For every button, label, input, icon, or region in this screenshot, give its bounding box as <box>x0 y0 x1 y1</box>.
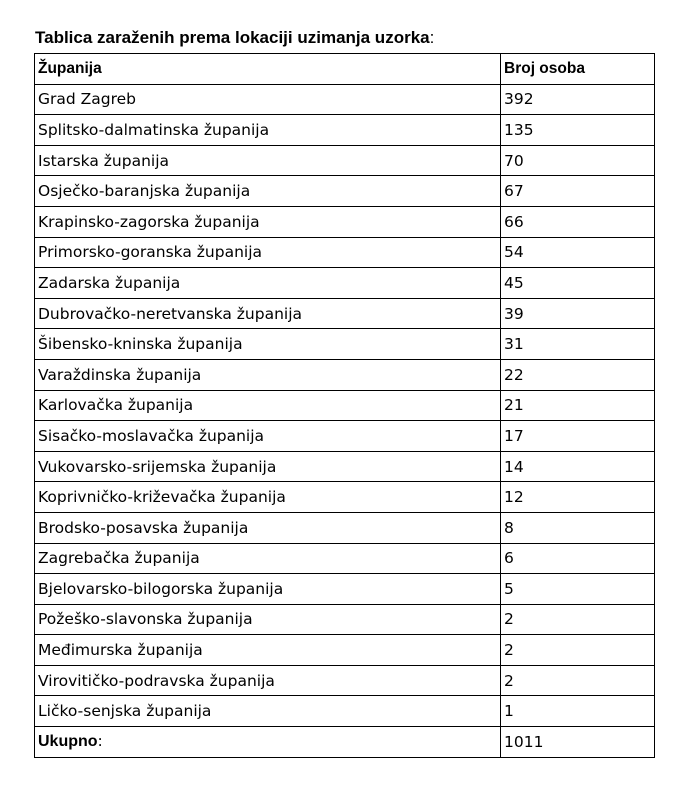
total-label: Ukupno <box>38 733 98 751</box>
county-cell: Ličko-senjska županija <box>35 696 501 727</box>
table-row <box>35 84 655 115</box>
table-row <box>35 512 655 543</box>
table-title-text: Tablica zaraženih prema lokaciji uzimanja uzorka <box>35 28 430 47</box>
county-cell: Brodsko-posavska županija <box>35 512 501 543</box>
count-cell: 45 <box>501 268 655 299</box>
count-cell: 6 <box>501 543 655 574</box>
table-row <box>35 451 655 482</box>
table-row <box>35 696 655 727</box>
table-row <box>35 604 655 635</box>
count-cell: 31 <box>501 329 655 360</box>
table-row <box>35 635 655 666</box>
table-row <box>35 329 655 360</box>
table-row <box>35 145 655 176</box>
count-cell: 67 <box>501 176 655 207</box>
total-label-colon: : <box>97 732 103 751</box>
table-row <box>35 421 655 452</box>
county-cell: Istarska županija <box>35 145 501 176</box>
count-cell: 5 <box>501 574 655 605</box>
county-cell: Zagrebačka županija <box>35 543 501 574</box>
count-cell: 12 <box>501 482 655 513</box>
county-cell: Koprivničko-križevačka županija <box>35 482 501 513</box>
county-cell: Splitsko-dalmatinska županija <box>35 115 501 146</box>
count-cell: 135 <box>501 115 655 146</box>
count-cell: 2 <box>501 604 655 635</box>
table-row <box>35 665 655 696</box>
count-cell: 17 <box>501 421 655 452</box>
count-cell: 2 <box>501 665 655 696</box>
count-cell: 8 <box>501 512 655 543</box>
county-cell: Dubrovačko-neretvanska županija <box>35 298 501 329</box>
table-row <box>35 482 655 513</box>
count-cell: 54 <box>501 237 655 268</box>
table-body <box>35 54 655 758</box>
total-row <box>35 727 655 758</box>
county-cell: Šibensko-kninska županija <box>35 329 501 360</box>
count-cell: 21 <box>501 390 655 421</box>
table-row <box>35 390 655 421</box>
table-row <box>35 574 655 605</box>
county-cell: Vukovarsko-srijemska županija <box>35 451 501 482</box>
count-cell: 39 <box>501 298 655 329</box>
county-cell: Međimurska županija <box>35 635 501 666</box>
county-cell: Karlovačka županija <box>35 390 501 421</box>
header-county: Županija <box>35 54 501 85</box>
county-cell: Krapinsko-zagorska županija <box>35 206 501 237</box>
county-cell: Virovitičko-podravska županija <box>35 665 501 696</box>
table-title-colon: : <box>429 28 435 47</box>
county-cell: Sisačko-moslavačka županija <box>35 421 501 452</box>
count-cell: 14 <box>501 451 655 482</box>
header-count: Broj osoba <box>501 54 655 85</box>
table-row <box>35 268 655 299</box>
county-cell: Varaždinska županija <box>35 359 501 390</box>
table-row <box>35 543 655 574</box>
table-row <box>35 115 655 146</box>
county-cell: Bjelovarsko-bilogorska županija <box>35 574 501 605</box>
table-row <box>35 206 655 237</box>
county-cell: Požeško-slavonska županija <box>35 604 501 635</box>
total-label-cell <box>35 727 501 758</box>
count-cell: 66 <box>501 206 655 237</box>
count-cell: 392 <box>501 84 655 115</box>
total-value-cell: 1011 <box>501 727 655 758</box>
count-cell: 22 <box>501 359 655 390</box>
table-row <box>35 237 655 268</box>
county-cell: Primorsko-goranska županija <box>35 237 501 268</box>
table-row <box>35 298 655 329</box>
header-row <box>35 54 655 85</box>
table-title <box>35 27 434 49</box>
county-cell: Zadarska županija <box>35 268 501 299</box>
count-cell: 70 <box>501 145 655 176</box>
county-cell: Grad Zagreb <box>35 84 501 115</box>
infected-by-county-table <box>34 53 655 758</box>
table-row <box>35 359 655 390</box>
count-cell: 1 <box>501 696 655 727</box>
county-cell: Osječko-baranjska županija <box>35 176 501 207</box>
count-cell: 2 <box>501 635 655 666</box>
table-row <box>35 176 655 207</box>
